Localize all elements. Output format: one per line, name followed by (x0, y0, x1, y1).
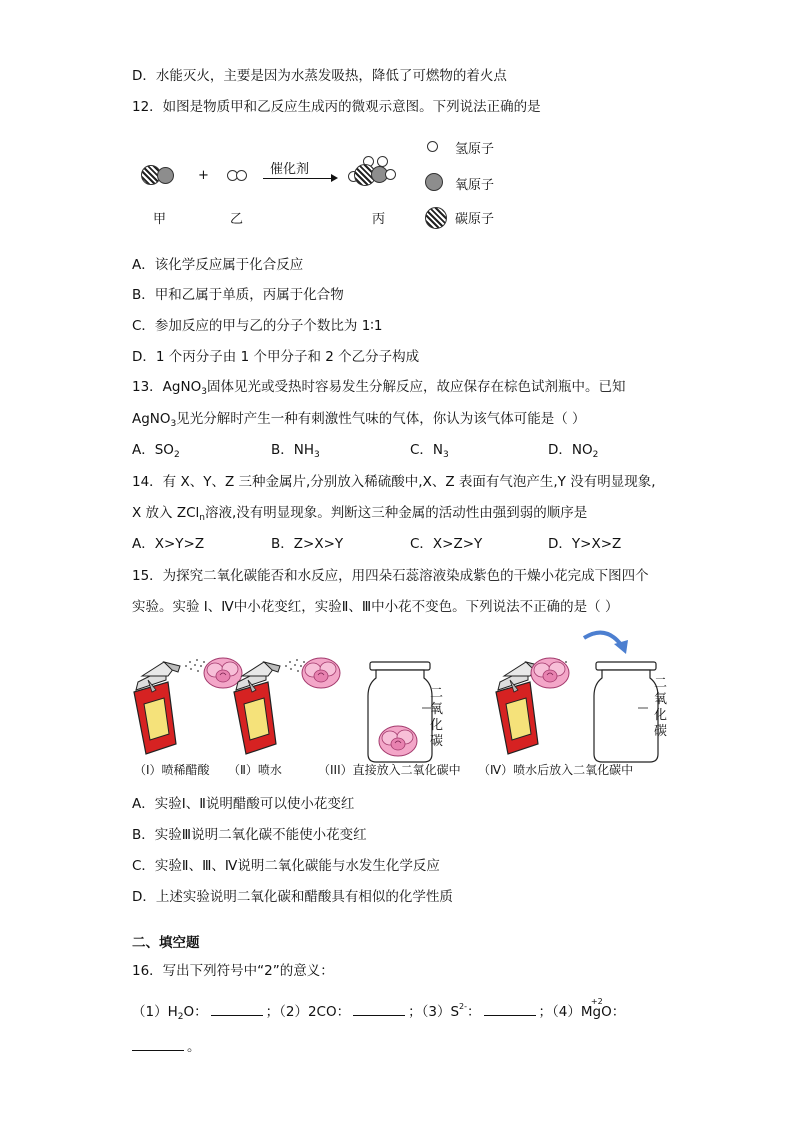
hydrogen-atom-icon (385, 169, 396, 180)
q14-option-a: A．X>Y>Z (132, 536, 205, 552)
experiment-illustration (128, 626, 673, 778)
q15-option-c: C．实验Ⅱ、Ⅲ、Ⅳ说明二氧化碳能与水发生化学反应 (132, 858, 440, 874)
q13-option-c: C．$N_3$ (410, 442, 449, 460)
legend-hydrogen-icon (427, 141, 438, 152)
q11-option-d: D．水能灭火，主要是因为水蒸发吸热，降低了可燃物的着火点 (132, 68, 507, 84)
section-title: 二、填空题 (132, 935, 200, 951)
q15-option-b: B．实验Ⅲ说明二氧化碳不能使小花变红 (132, 827, 367, 843)
q12-option-b: B．甲和乙属于单质，丙属于化合物 (132, 287, 344, 303)
q16-stem: 16．写出下列符号中“2”的意义： (132, 963, 334, 979)
q12-option-d: D．1 个丙分子由 1 个甲分子和 2 个乙分子构成 (132, 349, 420, 365)
sprayer-2-icon (234, 659, 305, 754)
q15-line2: 实验。实验 I、Ⅳ中小花变红，实验Ⅱ、Ⅲ中小花不变色。下列说法不正确的是（ ） (132, 599, 619, 615)
answer-blank-2[interactable] (353, 1003, 405, 1016)
legend-oxygen-label: 氧原子 (455, 178, 495, 193)
oxygen-atom-icon (157, 167, 174, 184)
q14-line2: X 放入 ZCl$_n$溶液,没有明显现象。判断这三种金属的活动性由强到弱的顺序是 (132, 505, 588, 523)
caption-4: （Ⅳ）喷水后放入二氧化碳中 (478, 763, 634, 777)
legend-hydrogen-label: 氢原子 (455, 142, 495, 157)
sprayer-1-icon (134, 659, 205, 754)
hydrogen-atom-icon (236, 170, 247, 181)
answer-blank-1[interactable] (211, 1003, 263, 1016)
q16-last-line: 。 (132, 1038, 201, 1056)
label-yi: 乙 (230, 212, 244, 227)
answer-blank-3[interactable] (484, 1003, 536, 1016)
q15-experiment-figure (128, 626, 673, 778)
flower-2-icon (302, 658, 340, 688)
q12-option-c: C．参加反应的甲与乙的分子个数比为 1∶1 (132, 318, 383, 334)
legend-oxygen-icon (425, 173, 443, 191)
flower-4-icon (531, 658, 569, 688)
q15-option-d: D．上述实验说明二氧化碳和醋酸具有相似的化学性质 (132, 889, 453, 905)
caption-3: （III）直接放入二氧化碳中 (318, 763, 461, 777)
q14-option-c: C．X>Z>Y (410, 536, 483, 552)
answer-blank-4[interactable] (132, 1038, 184, 1051)
q16-parts: $(1)H_2O$： ；（2）2CO： ；$(3)S^{2-}$： ；（4） +2 MgO： (132, 997, 626, 1022)
arrow-head-icon (331, 174, 338, 182)
jar-2-label: 二氧化碳 (654, 676, 668, 739)
reaction-arrow-icon (263, 178, 335, 179)
flower-1-icon (204, 658, 242, 688)
jar-1-label: 二氧化碳 (430, 686, 444, 749)
q13-option-d: D．$NO_2$ (548, 442, 599, 460)
plus-sign: + (198, 168, 209, 183)
catalyst-label: 催化剂 (270, 162, 310, 177)
q12-option-a: A．该化学反应属于化合反应 (132, 257, 304, 273)
q14-option-d: D．Y>X>Z (548, 536, 622, 552)
q15-option-a: A．实验Ⅰ、Ⅱ说明醋酸可以使小花变红 (132, 796, 355, 812)
q13-line1: 13．AgNO$_3$固体见光或受热时容易发生分解反应，故应保存在棕色试剂瓶中。已知 (132, 379, 626, 397)
caption-1: （I）喷稀醋酸 (134, 763, 210, 777)
mgo-formula: +2 MgO (580, 997, 612, 1020)
legend-carbon-icon (425, 207, 447, 229)
flower-3-icon (379, 726, 417, 756)
q14-line1: 14．有 X、Y、Z 三种金属片,分别放入稀硫酸中,X、Z 表面有气泡产生,Y 没有明显现象, (132, 474, 656, 490)
q13-line2: AgNO$_3$见光分解时产生一种有刺激性气味的气体，你认为该气体可能是（ ） (132, 411, 586, 429)
label-bing: 丙 (372, 212, 386, 227)
q13-option-b: B．$NH_3$ (271, 442, 320, 460)
q14-option-b: B．Z>X>Y (271, 536, 344, 552)
q13-option-a: A．$SO_2$ (132, 442, 180, 460)
label-jia: 甲 (153, 212, 167, 227)
q15-line1: 15．为探究二氧化碳能否和水反应，用四朵石蕊溶液染成紫色的干燥小花完成下图四个 (132, 568, 649, 584)
caption-2: （Ⅱ）喷水 (228, 763, 282, 777)
legend-carbon-label: 碳原子 (455, 212, 495, 227)
jar-2-icon (594, 662, 658, 762)
q12-stem: 12．如图是物质甲和乙反应生成丙的微观示意图。下列说法正确的是 (132, 99, 541, 115)
q12-reaction-diagram (130, 130, 530, 230)
